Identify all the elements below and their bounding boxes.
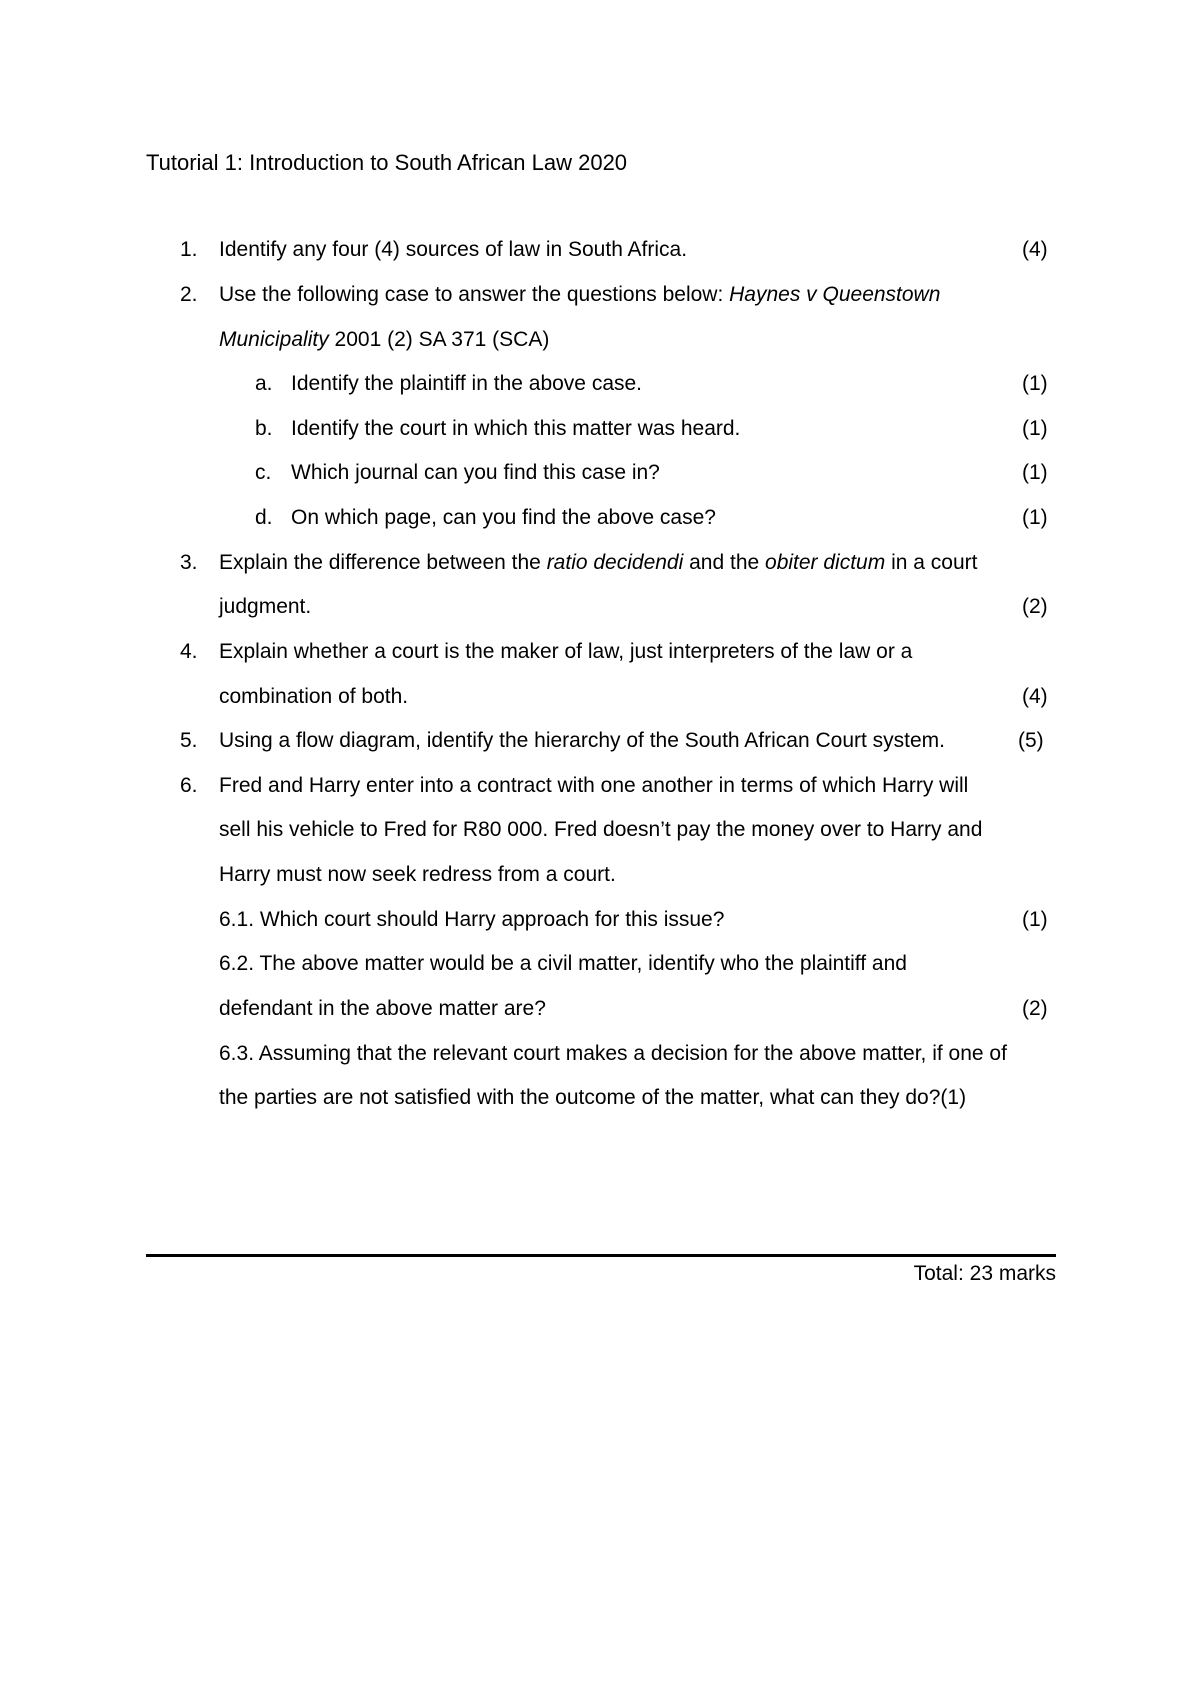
question-2a-text: Identify the plaintiff in the above case. bbox=[291, 372, 643, 395]
question-2d-mark: (1) bbox=[1022, 506, 1048, 529]
question-6-2-line-1: 6.2. The above matter would be a civil matter, identify who the plaintiff and bbox=[219, 952, 907, 975]
question-6-line-3: Harry must now seek redress from a court. bbox=[219, 863, 616, 886]
question-4-line-1: Explain whether a court is the maker of law, just interpreters of the law or a bbox=[219, 640, 913, 663]
question-2-line-1 bbox=[219, 281, 940, 309]
question-3-text-c: in a court bbox=[885, 551, 978, 574]
question-3-text-a: Explain the difference between the bbox=[219, 551, 547, 574]
question-2d-text: On which page, can you find the above case? bbox=[291, 506, 716, 529]
question-2-line-1-text: Use the following case to answer the questions below: bbox=[219, 283, 730, 306]
question-5-mark: (5) bbox=[1018, 729, 1044, 752]
term-ratio-decidendi: ratio decidendi bbox=[546, 551, 684, 574]
question-6-line-2: sell his vehicle to Fred for R80 000. Fred doesn’t pay the money over to Harry and bbox=[219, 818, 983, 841]
question-1-mark: (4) bbox=[1022, 238, 1048, 261]
question-2c-text: Which journal can you find this case in? bbox=[291, 461, 660, 484]
question-6-1-text: 6.1. Which court should Harry approach for this issue? bbox=[219, 908, 725, 931]
question-3-line-2: judgment. bbox=[219, 595, 312, 618]
term-obiter-dictum: obiter dictum bbox=[765, 551, 886, 574]
question-2c-mark: (1) bbox=[1022, 461, 1048, 484]
question-3-line-1 bbox=[219, 549, 977, 577]
question-2b-text: Identify the court in which this matter was heard. bbox=[291, 417, 741, 440]
question-2-number: 2. bbox=[180, 283, 198, 306]
question-6-1-mark: (1) bbox=[1022, 908, 1048, 931]
question-2b-letter: b. bbox=[255, 417, 273, 440]
page-title: Tutorial 1: Introduction to South African Law 2020 bbox=[146, 150, 628, 175]
total-marks: Total: 23 marks bbox=[913, 1262, 1056, 1285]
question-6-2-mark: (2) bbox=[1022, 997, 1048, 1020]
question-4-mark: (4) bbox=[1022, 685, 1048, 708]
question-6-3-line-2: the parties are not satisfied with the outcome of the matter, what can they do?(1) bbox=[219, 1086, 967, 1109]
question-6-3-line-1: 6.3. Assuming that the relevant court makes a decision for the above matter, if one of bbox=[219, 1042, 1007, 1065]
question-3-mark: (2) bbox=[1022, 595, 1048, 618]
case-citation: 2001 (2) SA 371 (SCA) bbox=[328, 328, 550, 351]
question-2a-mark: (1) bbox=[1022, 372, 1048, 395]
question-1-number: 1. bbox=[180, 238, 198, 261]
case-name-part-1: Haynes v Queenstown bbox=[729, 283, 941, 306]
question-1-text: Identify any four (4) sources of law in South Africa. bbox=[219, 238, 688, 261]
question-6-2-line-2: defendant in the above matter are? bbox=[219, 997, 546, 1020]
question-4-line-2: combination of both. bbox=[219, 685, 409, 708]
question-2d-letter: d. bbox=[255, 506, 273, 529]
question-5-number: 5. bbox=[180, 729, 198, 752]
question-3-text-b: and the bbox=[683, 551, 766, 574]
question-2a-letter: a. bbox=[255, 372, 273, 395]
question-4-number: 4. bbox=[180, 640, 198, 663]
question-2b-mark: (1) bbox=[1022, 417, 1048, 440]
question-3-number: 3. bbox=[180, 551, 198, 574]
question-2c-letter: c. bbox=[255, 461, 272, 484]
question-5-text: Using a flow diagram, identify the hierarchy of the South African Court system. bbox=[219, 729, 946, 752]
case-name-part-2: Municipality bbox=[219, 328, 329, 351]
question-2-line-2 bbox=[219, 326, 549, 354]
question-6-number: 6. bbox=[180, 774, 198, 797]
divider-rule bbox=[146, 1254, 1056, 1257]
question-6-line-1: Fred and Harry enter into a contract with one another in terms of which Harry will bbox=[219, 774, 969, 797]
